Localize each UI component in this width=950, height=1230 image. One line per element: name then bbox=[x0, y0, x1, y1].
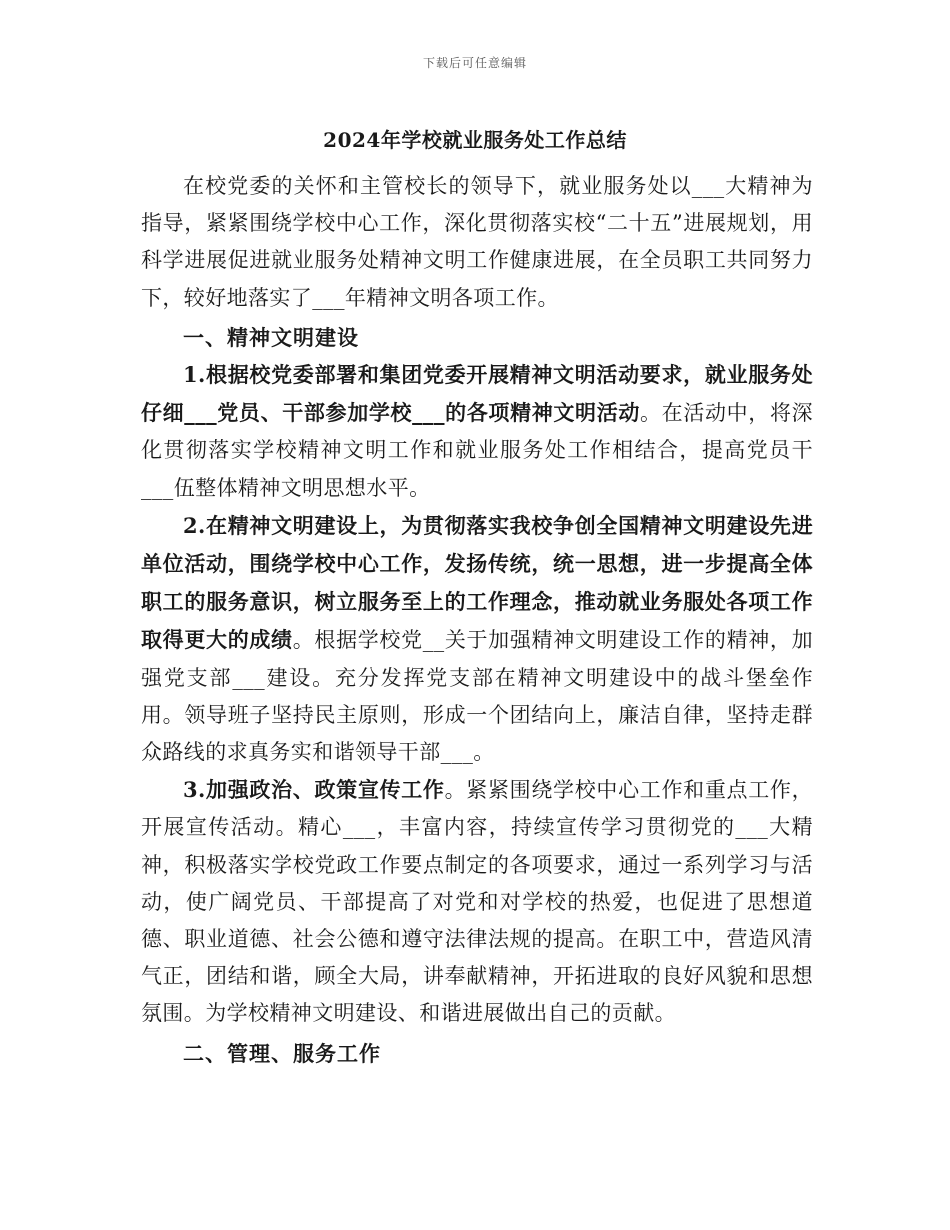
item-3-paragraph bbox=[141, 771, 813, 1032]
item-2-paragraph bbox=[141, 507, 813, 771]
document-body bbox=[141, 168, 813, 1072]
item-2-text: 。根据学校党__关于加强精神文明建设工作的精神，加强党支部___建设。充分发挥党支部在精神文明建设中的战斗堡垒作用。领导班子坚持民主原则，形成一个团结向上，廉洁自律，坚持走群众路线的求真务实和谐领导干部___。 bbox=[141, 628, 813, 765]
intro-paragraph: 在校党委的关怀和主管校长的领导下，就业服务处以___大精神为指导，紧紧围绕学校中心工作，深化贯彻落实校“二十五”进展规划，用科学进展促进就业服务处精神文明工作健康进展，在全员职工共同努力下，较好地落实了___年精神文明各项工作。 bbox=[141, 174, 813, 310]
item-3-lead: 3.加强政治、政策宣传工作 bbox=[183, 777, 445, 803]
item-1-paragraph bbox=[141, 356, 813, 507]
document-title: 2024年学校就业服务处工作总结 bbox=[323, 128, 627, 152]
header-note: 下载后可任意编辑 bbox=[422, 56, 527, 70]
item-2-lead: 2.在精神文明建设上，为贯彻落实我校争创全国精神文明建设先进单位活动，围绕学校中心工作，发扬传统，统一思想，进一步提高全体职工的服务意识，树立服务至上的工作理念，推动就业务服处各项工作取得更大的成绩 bbox=[141, 512, 813, 653]
item-1-lead: 1.根据校党委部署和集团党委开展精神文明活动要求，就业服务处仔细___党员、干部参加学校___的各项精神文明活动 bbox=[141, 362, 813, 426]
item-1-text: 。在活动中，将深化贯彻落实学校精神文明工作和就业服务处工作相结合，提高党员干___伍整体精神文明思想水平。 bbox=[141, 401, 813, 500]
section-heading-1: 一、精神文明建设 bbox=[183, 324, 359, 350]
item-3-text: 。紧紧围绕学校中心工作和重点工作，开展宣传活动。精心___，丰富内容，持续宣传学习贯彻党的___大精神，积极落实学校党政工作要点制定的各项要求，通过一系列学习与活动，使广阔党员、干部提高了对党和对学校的热爱，也促进了思想道德、职业道德、社会公德和遵守法律法规的提高。在职工中，营造风清气正，团结和谐，顾全大局，讲奉献精神，开拓进取的良好风貌和思想氛围。为学校精神文明建设、和谐进展做出自己的贡献。 bbox=[141, 778, 813, 1026]
section-heading-2: 二、管理、服务工作 bbox=[183, 1040, 381, 1066]
